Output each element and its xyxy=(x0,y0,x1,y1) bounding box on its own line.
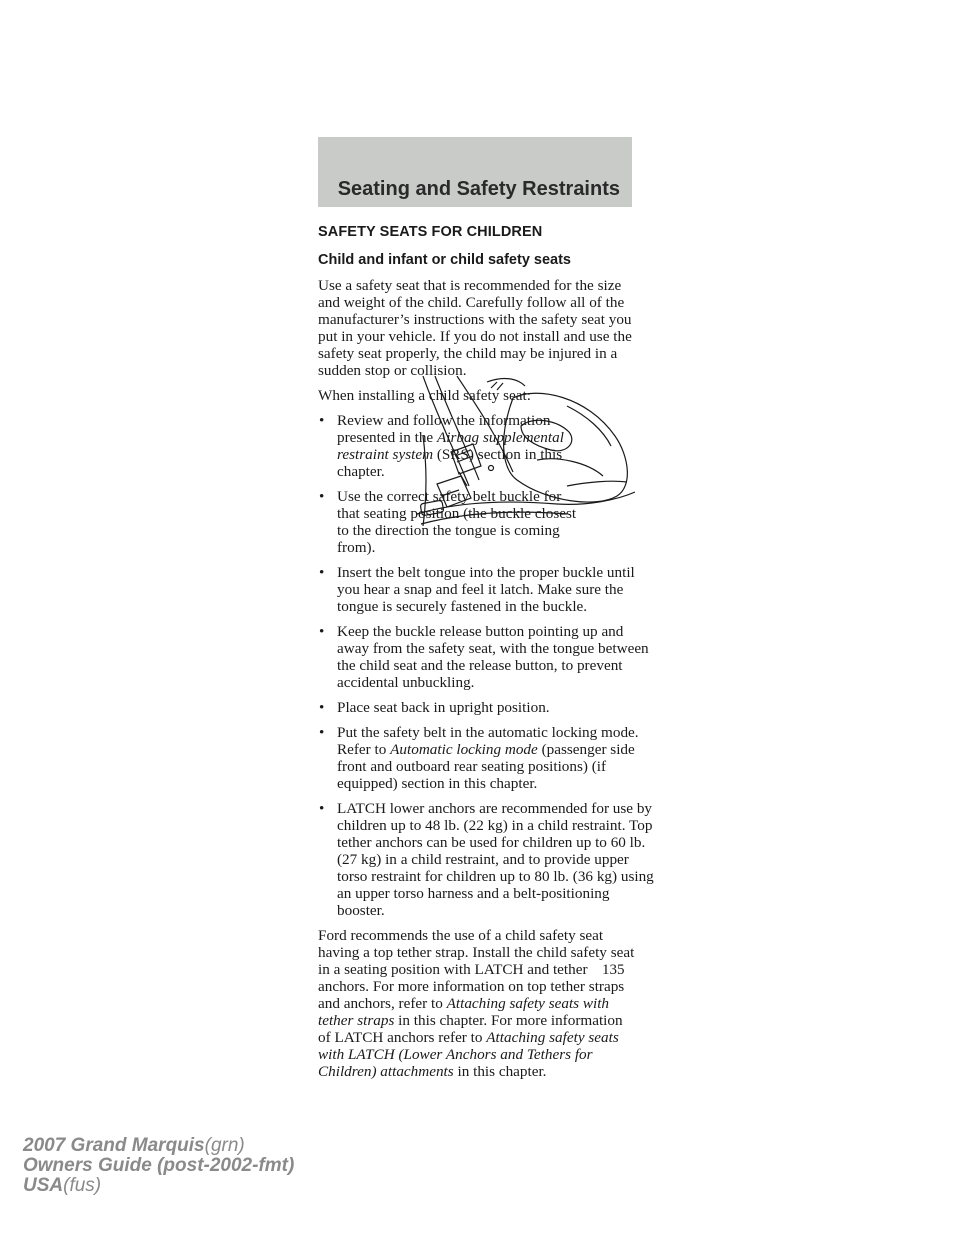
bullet-latch-anchors xyxy=(318,800,655,919)
bullet-dot: • xyxy=(319,724,325,741)
locking-mode-reference: Automatic locking mode xyxy=(390,741,538,758)
intro-paragraph: Use a safety seat that is recommended for the size and weight of the child. Carefully follow all of the manufacturer’s instructions with the safety seat you put in your vehicle. If you do not install and use the safety seat properly, the child may be injured in a sudden stop or collision. xyxy=(318,277,632,379)
closing-text: in this chapter. xyxy=(453,1063,547,1080)
bullet-locking-mode xyxy=(318,724,655,792)
bullet-dot: • xyxy=(319,699,325,716)
section-subheading: Child and infant or child safety seats xyxy=(318,252,571,268)
bullet-dot: • xyxy=(319,800,325,817)
bullet-text: Place seat back in upright position. xyxy=(337,699,550,716)
footer-line-1 xyxy=(23,1136,294,1156)
document-footer xyxy=(23,1136,294,1196)
bullet-dot: • xyxy=(319,564,325,581)
header-band xyxy=(318,137,632,207)
bullet-text: LATCH lower anchors are recommended for use by children up to 48 lb. (22 kg) in a child restraint. Top tether anchors can be used for children up to 60 lb. (27 kg) in a child restraint, and to provide upper torso restraint for children up to 80 lb. (36 kg) using an upper torso harness and a belt-positioning booster. xyxy=(337,800,654,919)
chapter-title: Seating and Safety Restraints xyxy=(337,178,620,200)
footer-model: 2007 Grand Marquis xyxy=(23,1135,205,1156)
bullet-text: (passenger side front and outboard rear seating positions) (if equipped) section in this chapter. xyxy=(337,741,635,792)
bullet-dot: • xyxy=(319,623,325,640)
lead-paragraph: When installing a child safety seat: xyxy=(318,387,531,404)
footer-market: USA xyxy=(23,1175,64,1196)
closing-paragraph xyxy=(318,927,636,1080)
footer-line-2: Owners Guide (post-2002-fmt) xyxy=(23,1155,295,1176)
bullet-release-button xyxy=(318,623,655,691)
bullet-insert-tongue xyxy=(318,564,655,615)
latch-reference: Attaching safety seats with LATCH (Lower Anchors and Tethers for Children) attachments xyxy=(318,1029,619,1080)
bullet-text: Use the correct safety belt buckle for that seating position (the buckle closest to the direction the tongue is coming from). xyxy=(337,488,577,556)
footer-market-code: (fus) xyxy=(63,1175,102,1196)
bullet-dot: • xyxy=(319,488,325,505)
closing-text: in this chapter. For more information of LATCH anchors refer to xyxy=(318,1012,623,1046)
bullet-text: Insert the belt tongue into the proper buckle until you hear a snap and feel it latch. Make sure the tongue is securely fastened in the buckle. xyxy=(337,564,635,615)
bullet-dot: • xyxy=(319,412,325,429)
bullet-text: (SRS) section in this chapter. xyxy=(337,446,563,480)
section-heading: SAFETY SEATS FOR CHILDREN xyxy=(318,224,543,240)
page-number: 135 xyxy=(602,962,625,978)
footer-line-3 xyxy=(23,1176,294,1196)
bullet-text: Put the safety belt in the automatic locking mode. Refer to xyxy=(337,724,639,758)
belt-buckle-illustration xyxy=(417,376,635,526)
tether-straps-reference: Attaching safety seats with tether straps xyxy=(318,995,610,1029)
airbag-section-reference: Airbag supplemental restraint system xyxy=(337,429,564,463)
footer-model-code: (grn) xyxy=(204,1135,245,1156)
bullet-text: Keep the buckle release button pointing up and away from the safety seat, with the tongue between the child seat and the release button, to prevent accidental unbuckling. xyxy=(337,623,649,691)
bullet-text: Review and follow the information presented in the xyxy=(337,412,551,446)
bullet-seat-upright xyxy=(318,699,655,716)
page-content xyxy=(318,224,654,1088)
closing-text: Ford recommends the use of a child safety seat having a top tether strap. Install the child safety seat in a seating position with LATCH and tether anchors. For more information on top tether straps and anchors, refer to xyxy=(318,927,635,1012)
